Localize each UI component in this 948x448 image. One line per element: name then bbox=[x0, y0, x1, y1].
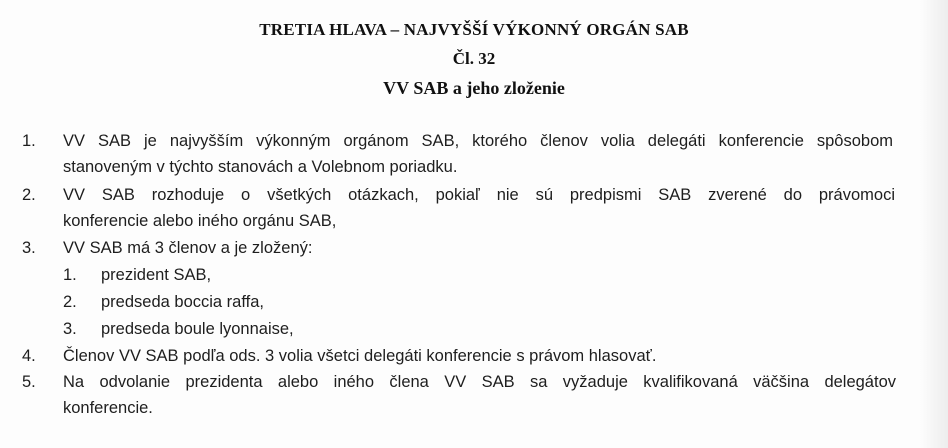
subitem-text: predseda boccia raffa, bbox=[101, 293, 264, 311]
item-text-line: VV SAB rozhoduje o všetkých otázkach, pokiaľ nie sú predpismi SAB zverené do právomoci bbox=[63, 186, 895, 204]
item-number: 1. bbox=[22, 132, 36, 150]
article-number: Čl. 32 bbox=[452, 49, 496, 68]
chapter-title: TRETIA HLAVA – NAJVYŠŠÍ VÝKONNÝ ORGÁN SAB bbox=[259, 20, 689, 39]
subitem-text: prezident SAB, bbox=[101, 266, 212, 284]
item-number: 2. bbox=[22, 186, 36, 204]
item-text-line: Na odvolanie prezidenta alebo iného člena VV SAB sa vyžaduje kvalifikovaná väčšina delegátov bbox=[63, 373, 896, 391]
article-subtitle: VV SAB a jeho zloženie bbox=[383, 78, 565, 98]
item-text-line: VV SAB má 3 členov a je zložený: bbox=[63, 239, 313, 257]
subitem-number: 3. bbox=[63, 320, 77, 338]
item-number: 3. bbox=[22, 239, 36, 257]
item-text-line: konferencie alebo iného orgánu SAB, bbox=[63, 212, 337, 230]
subitem-number: 1. bbox=[63, 266, 77, 284]
subitem-number: 2. bbox=[63, 293, 77, 311]
item-text-line: Členov VV SAB podľa ods. 3 volia všetci delegáti konferencie s právom hlasovať. bbox=[63, 347, 657, 365]
subitem-text: predseda boule lyonnaise, bbox=[101, 320, 294, 338]
item-number: 4. bbox=[22, 347, 36, 365]
item-text-line: stanoveným v týchto stanovách a Volebnom poriadku. bbox=[63, 158, 458, 176]
item-text-line: konferencie. bbox=[63, 399, 153, 417]
item-text-line: VV SAB je najvyšším výkonným orgánom SAB, ktorého členov volia delegáti konferencie spôsobom bbox=[63, 132, 893, 150]
item-number: 5. bbox=[22, 373, 36, 391]
